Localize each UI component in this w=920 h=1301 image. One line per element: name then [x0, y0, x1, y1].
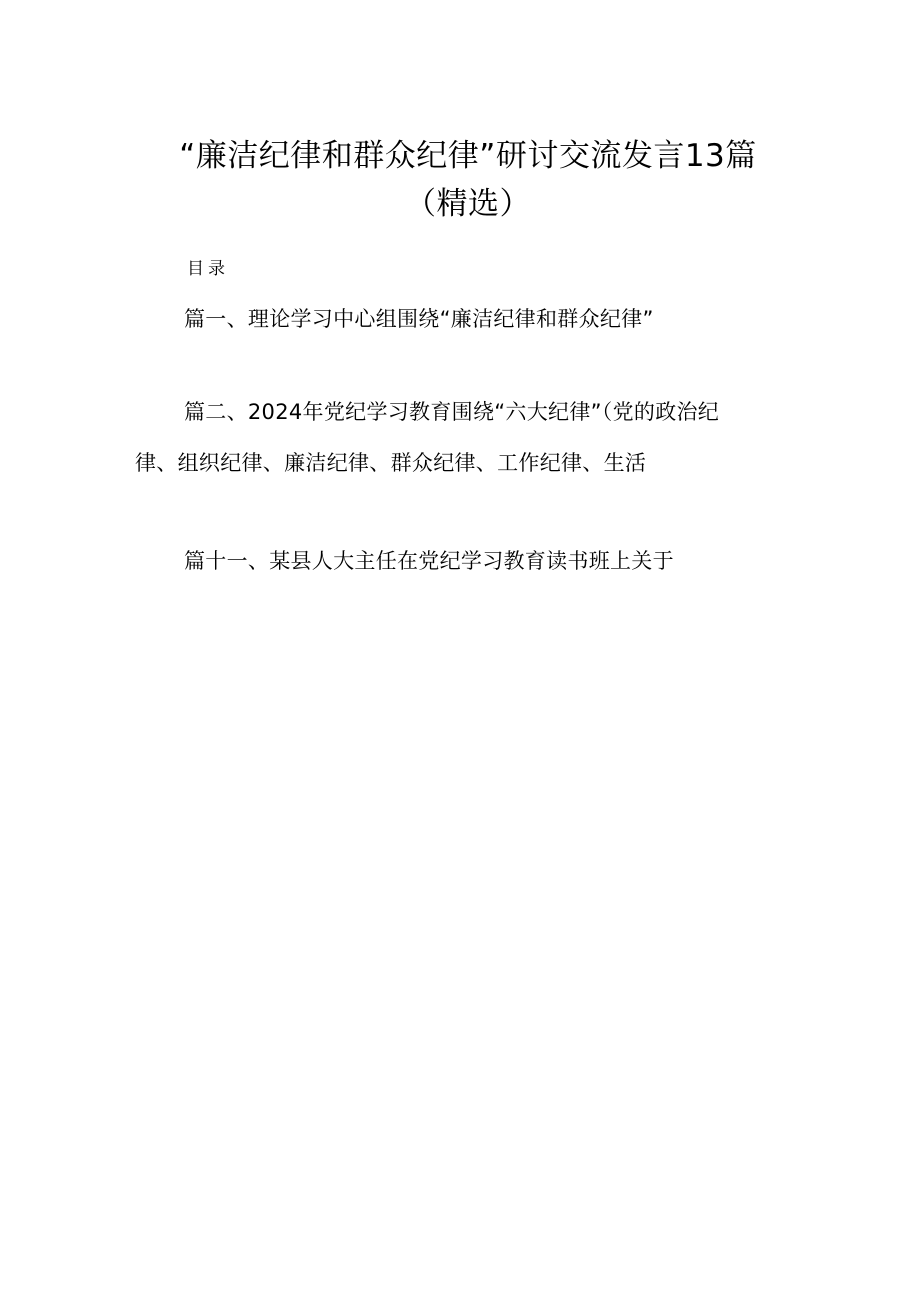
toc-entry-11[interactable]: 篇十一、某县人大主任在党纪学习教育读书班上关于	[184, 549, 674, 573]
toc-entry-2[interactable]: 篇二、2024年党纪学习教育围绕“六大纪律”（党的政治纪	[184, 400, 720, 424]
toc-entry-2-continued[interactable]: 律、组织纪律、廉洁纪律、群众纪律、工作纪律、生活	[135, 451, 647, 475]
toc-heading: 目录	[187, 259, 229, 279]
document-title-subtitle: （精选）	[405, 186, 531, 222]
document-title: “廉洁纪律和群众纪律”研讨交流发言13篇	[179, 138, 757, 174]
toc-entry-1[interactable]: 篇一、理论学习中心组围绕“廉洁纪律和群众纪律”	[184, 307, 654, 331]
